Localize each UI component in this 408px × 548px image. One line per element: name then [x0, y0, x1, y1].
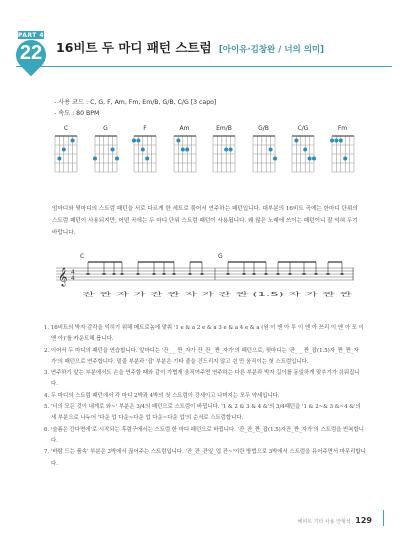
page-number: 129 [355, 516, 372, 525]
note-item: 1. 16비트의 박자 감각을 익히기 위해 메트로놈에 맞춰 '1 e & a 2 e & a 3 e & a 4 e & a (원 이 앤 아 투 이 앤 아 쓰리 이 앤 아 포 이 앤 아)'를 카운트해 봅니다. [44, 325, 364, 343]
lesson-number: 22 [19, 42, 43, 64]
fretboard [210, 134, 238, 174]
chord-name: G [103, 125, 108, 132]
fretboard [171, 134, 199, 174]
chord-name: G/B [258, 125, 269, 132]
strum-score [52, 246, 358, 312]
time-sig-top: 4 [71, 269, 75, 276]
fretboard [131, 134, 159, 174]
notes-list [44, 323, 366, 470]
note-item: 4. 두 마디의 스트럼 패턴에서 각 마디 2박과 4박의 첫 스트럼이 강세이고 나머지는 모두 약세입니다. [44, 392, 280, 399]
chord-diagram [250, 125, 278, 181]
staff-lines [56, 268, 354, 280]
chord-name: Em/B [216, 125, 232, 132]
part-badge [16, 32, 46, 76]
chord-diagram [171, 125, 199, 181]
intro-paragraph: 엄마디와 뒷마디의 스트럼 패턴을 서로 다르게 한 세트로 묶어서 연주하는 패턴입니다. 대부분의 16비트 곡에는 한마디 단위의 스트럼 패턴이 사용되지만, 어떤 곡에는 두 마디 단위 스트럼 패턴이 사용됩니다. 왜 많은 노래에 쓰이는 패턴이니 잘 익혀 두기 바랍니다. [52, 206, 358, 236]
note-item: 5. '너의 모든 것이 내게로 와~' 부분은 3/4의 패턴으로 스트럼이 바뀝니다. '1 & 2 & 3 & 4 &'의 3/4패턴을 '1 & 2~& 3 &~4 &'의 세 부분으로 나누어 '다운 업 다운~다운 업 다운~다운 업'의 순서로 스트럼합니다. [44, 404, 361, 422]
chord-name: Fm [337, 125, 348, 132]
score-chord-c: C [80, 253, 85, 260]
page-footer [298, 516, 372, 525]
fretboard [52, 134, 80, 174]
fretboard [289, 134, 317, 174]
fretboard [92, 134, 120, 174]
meta-tempo: - 속도 : 80 BPM [54, 110, 100, 117]
chord-diagram [131, 125, 159, 181]
note-item: 6. '슬픔은 간다면에'로 시작되는 후렴구에서는 스트럼 한 마디 패턴으로 바뀝니다. '잔_잔_짠_잡(1.5)자잔_짠_자가'의 스트럼을 반복합니다. [44, 426, 364, 444]
score-chord-g: G [218, 253, 223, 260]
page-title [56, 38, 324, 56]
chord-diagram [52, 125, 80, 181]
strum-syllables: 잔 짠 자 가 잔 짠 자 가 잔 짠 (1.5) 자 가 짠 짠 [82, 292, 184, 298]
chord-name: F [143, 125, 147, 132]
note-item: 2. 이어서 두 마디의 패턴을 연습합니다. 앞마디는 '잔_ _ 짠_자가 잔_잔_ 짠_자가'의 패턴으로, 뒷마디는 '잔_ _ 짠_잡(1.5)자_짠_짠_자가'의 패턴으로 연주합니다. 밑줄 부분과 '잡' 부분은 기타 줄을 건드리지 않고 쉰 만 움직이는 헛 스트럼입니다. [44, 347, 359, 365]
chord-diagram [210, 125, 238, 181]
footer-book: 해피트 기타 사용 안형석 [297, 519, 351, 525]
chord-diagram [289, 125, 317, 181]
chord-name: C [63, 125, 69, 132]
treble-clef: 𝄞 [58, 267, 68, 286]
chord-diagrams [52, 125, 358, 181]
song-credit: [아이유·김창완 / 너의 의미] [218, 45, 325, 55]
note-item: 3. 연주하기 앞는 부분에서도 손을 연주할 때와 같이 가볍게 움직여주면 연주하는 다른 부분과 박자 길이를 동일하게 맞추기가 쉬워집니다. [44, 370, 360, 388]
note-item: 7. '바람 드는 품속' 부분은 3박에서 끊어주는 스트럼입니다. '잔_잔_잔잎_업 잔~'이란 방법으로 3박에서 스트럼을 뮤어주면서 마무리합니다. [44, 449, 366, 467]
chord-name: Am [179, 125, 190, 132]
fretboard [250, 134, 278, 174]
title-text: 16비트 두 마디 패턴 스트럼 [56, 40, 212, 55]
meta-chords: - 사용 코드 : C, G, F, Am, Fm, Em/B, G/B, C/G [3 capo] [54, 99, 217, 106]
chord-diagram [92, 125, 120, 181]
footer-divider [383, 510, 384, 526]
chord-diagram [329, 125, 357, 181]
fretboard [329, 134, 357, 174]
chord-name: C/G [297, 125, 309, 132]
title-underline [16, 66, 392, 67]
time-sig-bottom: 4 [71, 275, 75, 282]
part-label: PART 4 [17, 32, 45, 39]
